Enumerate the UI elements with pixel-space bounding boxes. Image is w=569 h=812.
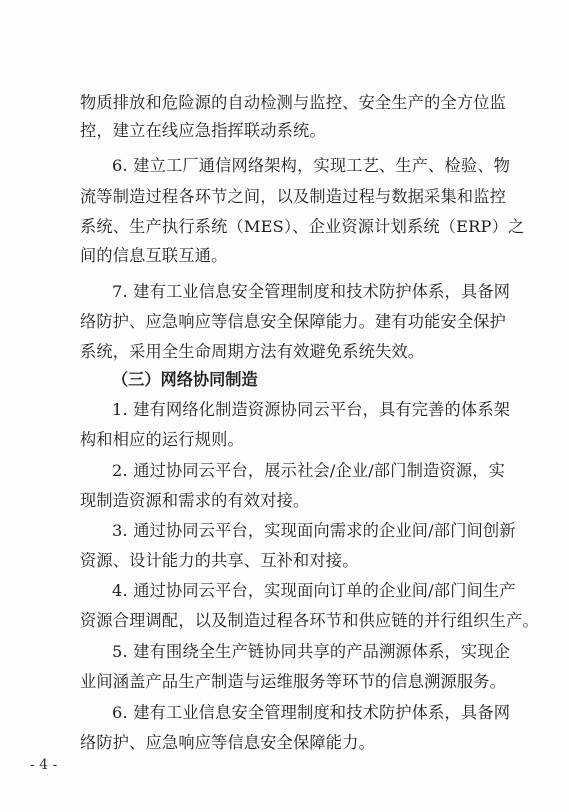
list-item-line: 资源合理调配，以及制造过程各环节和供应链的并行组织生产。 [80,611,539,630]
paragraph-line: 流等制造过程各环节之间，以及制造过程与数据采集和监控 [80,187,507,206]
list-item-line: 3. 通过协同云平台，实现面向需求的企业间/部门间创新 [112,521,516,540]
paragraph-line: 6. 建立工厂通信网络架构，实现工艺、生产、检验、物 [112,156,511,175]
list-item-line: 络防护、应急响应等信息安全保障能力。 [80,733,375,752]
paragraph-line: 控，建立在线应急指挥联动系统。 [80,121,326,140]
list-item-line: 4. 通过协同云平台，实现面向订单的企业间/部门间生产 [112,581,516,600]
paragraph-line: 系统，采用全生命周期方法有效避免系统失效。 [80,342,425,361]
list-item-line: 1. 建有网络化制造资源协同云平台，具有完善的体系架 [112,400,511,419]
list-item-line: 5. 建有围绕全生产链协同共享的产品溯源体系，实现企 [112,642,511,661]
paragraph-line: 物质排放和危险源的自动检测与监控、安全生产的全方位监 [80,93,507,112]
list-item-line: 构和相应的运行规则。 [80,430,244,449]
paragraph-line: 系统、生产执行系统（MES）、企业资源计划系统（ERP）之 [80,217,525,236]
paragraph-line: 7. 建有工业信息安全管理制度和技术防护体系，具备网 [112,282,511,301]
list-item-line: 现制造资源和需求的有效对接。 [80,491,310,510]
list-item-line: 6. 建有工业信息安全管理制度和技术防护体系，具备网 [112,703,511,722]
paragraph-line: 络防护、应急响应等信息安全保障能力。建有功能安全保护 [80,312,507,331]
page-number: - 4 - [30,757,58,773]
list-item-line: 2. 通过协同云平台，展示社会/企业/部门制造资源，实 [112,461,506,480]
section-heading: （三）网络协同制造 [112,370,258,389]
list-item-line: 业间涵盖产品生产制造与运维服务等环节的信息溯源服务。 [80,672,507,691]
list-item-line: 资源、设计能力的共享、互补和对接。 [80,551,359,570]
paragraph-line: 间的信息互联互通。 [80,246,228,265]
